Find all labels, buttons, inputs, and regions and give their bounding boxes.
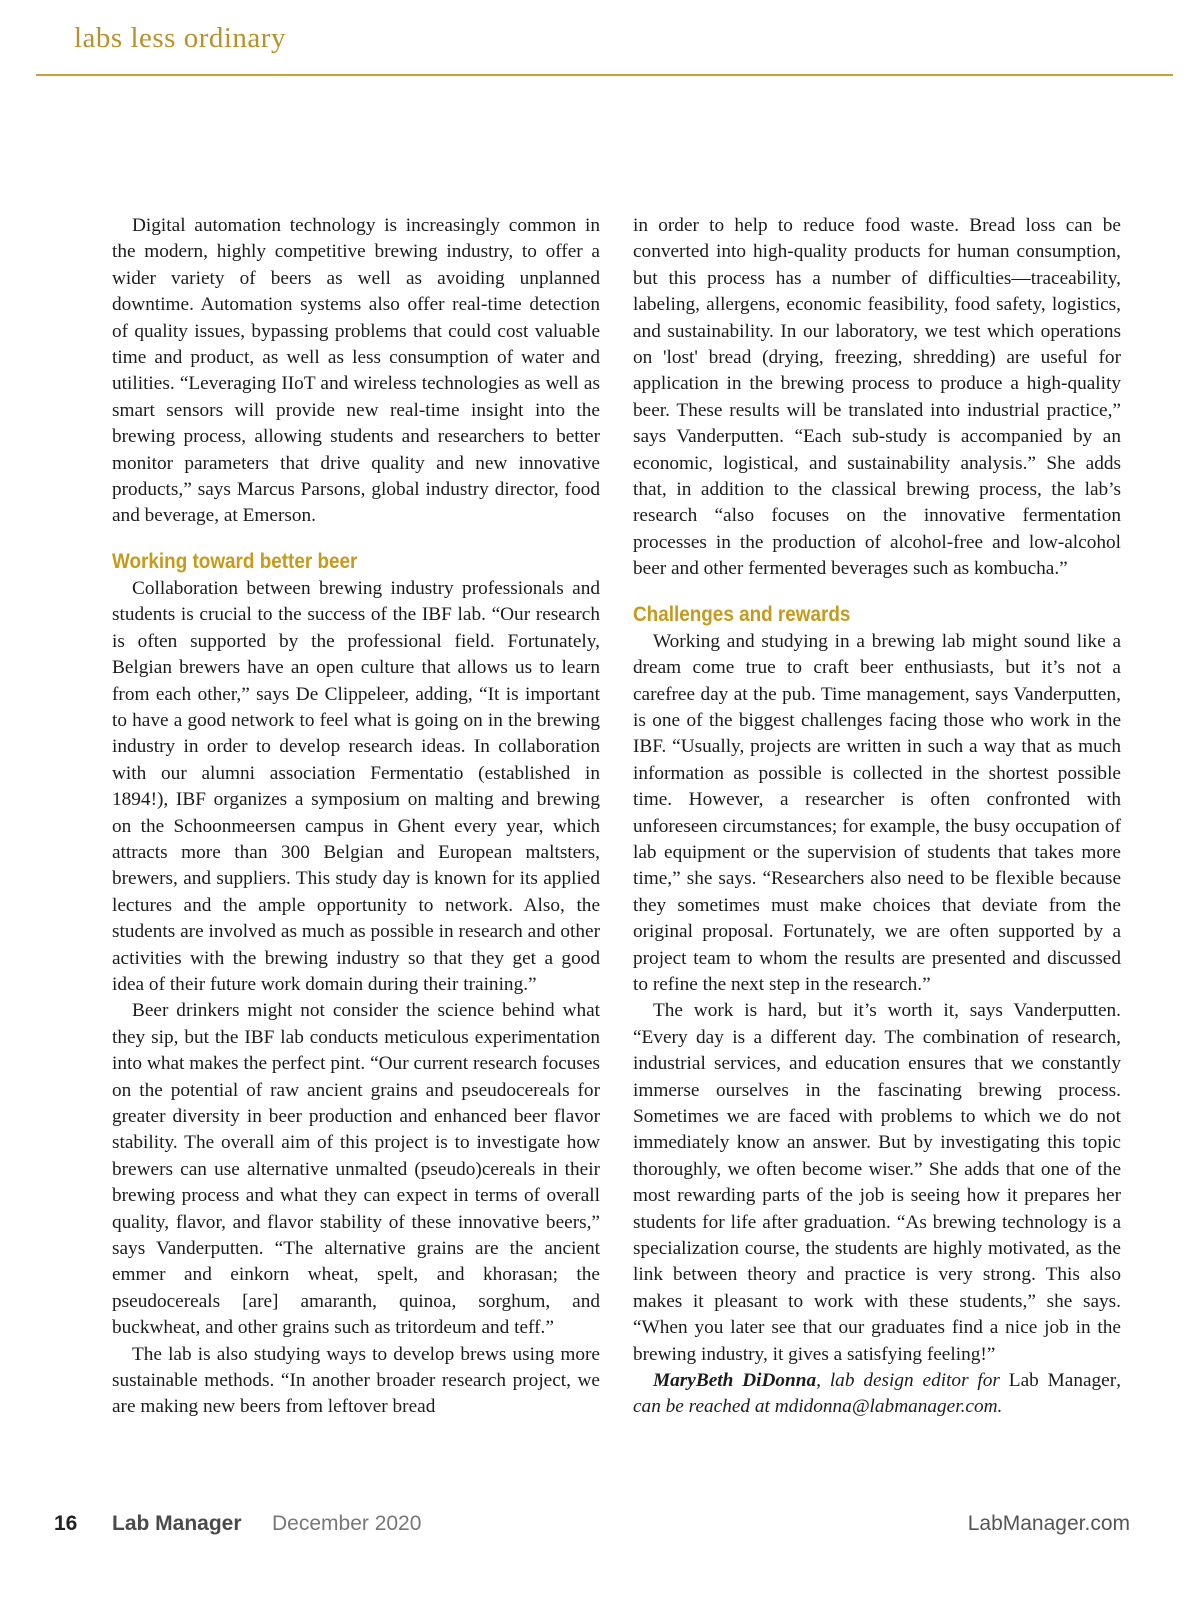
- left-column: [112, 213, 600, 1421]
- paragraph: Working and studying in a brewing lab might sound like a dream come true to craft beer enthusiasts, but it’s not a carefree day at the pub. Time management, says Vanderputten, is one of the biggest challenges facing those who work in the IBF. “Usually, projects are written in such a way that as much information as possible is collected in the shortest possible time. However, a researcher is often confronted with unforeseen circumstances; for example, the busy occupation of lab equipment or the supervision of students that takes more time,” she says. “Researchers also need to be flexible because they sometimes must make choices that deviate from the original proposal. Fortunately, we are often supported by a project team to whom the results are presented and discussed to refine the next step in the research.”: [633, 630, 1121, 995]
- section-title: labs less ordinary: [74, 22, 286, 54]
- page-number: 16: [54, 1512, 78, 1535]
- paragraph: in order to help to reduce food waste. Bread loss can be converted into high-quality products for human consumption, but this process has a number of difficulties—traceability, labeling, allergens, economic feasibility, food safety, logistics, and sustainability. In our laboratory, we test which operations on 'lost' bread (drying, freezing, shredding) are useful for application in the brewing process to produce a high-quality beer. These results will be translated into industrial practice,” says Vanderputten. “Each sub-study is accompanied by an economic, logistical, and sustainability analysis.” She adds that, in addition to the classical brewing process, the lab’s research “also focuses on the innovative fermentation processes in the production of alcohol-free and low-alcohol beer and other fermented beverages such as kombucha.”: [633, 215, 1121, 580]
- paragraph: The lab is also studying ways to develop brews using more sustainable methods. “In another broader research project, we are making new beers from leftover bread: [112, 1343, 600, 1418]
- author-role: , lab design editor for: [816, 1370, 1009, 1392]
- publication-name: Lab Manager: [1008, 1370, 1117, 1392]
- page-footer: [0, 1512, 1200, 1542]
- issue-date: December 2020: [272, 1512, 422, 1535]
- paragraph: Digital automation technology is increasingly common in the modern, highly competitive brewing industry, to offer a wider variety of beers as well as avoiding unplanned downtime. Automation systems also offer real-time detection of quality issues, bypassing problems that could cost valuable time and product, as well as less consumption of water and utilities. “Leveraging IIoT and wireless technologies as well as smart sensors will provide new real-time insight into the brewing process, allowing students and researchers to better monitor parameters that drive quality and new innovative products,” says Marcus Parsons, global industry director, food and beverage, at Emerson.: [112, 215, 600, 527]
- author-byline: [633, 1368, 1121, 1421]
- section-heading: Working toward better beer: [112, 549, 358, 573]
- author-contact: , can be reached at mdidonna@labmanager.com.: [633, 1370, 1121, 1418]
- section-heading: Challenges and rewards: [633, 602, 851, 626]
- paragraph: Beer drinkers might not consider the science behind what they sip, but the IBF lab conducts meticulous experimentation into what makes the perfect pint. “Our current research focuses on the potential of raw ancient grains and pseudocereals for greater diversity in beer production and enhanced beer flavor stability. The overall aim of this project is to investigate how brewers can use alternative unmalted (pseudo)cereals in their brewing process and what they can expect in terms of overall quality, flavor, and flavor stability of these innovative beers,” says Vanderputten. “The alternative grains are the ancient emmer and einkorn wheat, spelt, and khorasan; the pseudocereals [are] amaranth, quinoa, sorghum, and buckwheat, and other grains such as tritordeum and teff.”: [112, 1000, 600, 1339]
- paragraph: The work is hard, but it’s worth it, says Vanderputten. “Every day is a different day. The combination of research, industrial services, and education ensures that we constantly immerse ourselves in the fascinating brewing process. Sometimes we are faced with problems to which we do not immediately know an answer. But by investigating this topic thoroughly, we often become wiser.” She adds that one of the most rewarding parts of the job is seeing how it prepares her students for life after graduation. “As brewing technology is a specialization course, the students are highly motivated, as the link between theory and practice is very strong. This also makes it pleasant to work with these students,” she says. “When you later see that our graduates find a nice job in the brewing industry, it gives a satisfying feeling!”: [633, 1000, 1121, 1365]
- author-name: MaryBeth DiDonna: [653, 1370, 817, 1392]
- magazine-name: Lab Manager: [112, 1512, 242, 1535]
- website: LabManager.com: [967, 1512, 1130, 1535]
- right-column: [633, 213, 1121, 1421]
- header-divider: [36, 74, 1173, 76]
- paragraph: Collaboration between brewing industry professionals and students is crucial to the success of the IBF lab. “Our research is often supported by the professional field. Fortunately, Belgian brewers have an open culture that allows us to learn from each other,” says De Clippeleer, adding, “It is important to have a good network to feel what is going on in the brewing industry in order to develop research ideas. In collaboration with our alumni association Fermentatio (established in 1894!), IBF organizes a symposium on malting and brewing on the Schoonmeersen campus in Ghent every year, which attracts more than 300 Belgian and European maltsters, brewers, and suppliers. This study day is known for its applied lectures and the ample opportunity to network. Also, the students are involved as much as possible in research and other activities with the brewing industry so that they get a good idea of their future work domain during their training.”: [112, 577, 600, 995]
